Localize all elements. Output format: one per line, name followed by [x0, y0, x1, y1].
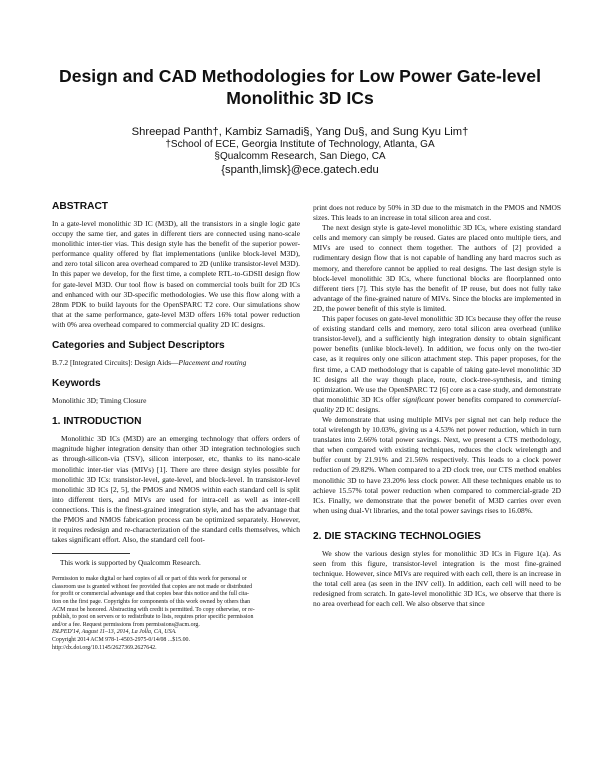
paper-title: [40, 65, 560, 109]
permission-line: publish, to post on servers or to redistribute to lists, requires prior specific permission: [52, 614, 254, 621]
categories-heading: Categories and Subject Descriptors: [52, 340, 225, 352]
categories-text-a: B.7.2 [Integrated Circuits]: Design Aids—: [52, 358, 179, 368]
paragraph: [313, 314, 561, 415]
paragraph: print does not reduce by 50% in 3D due to the mismatch in the PMOS and NMOS sizes. This leads to an increase in total silicon area and cost.: [313, 203, 561, 223]
left-column: [52, 200, 300, 652]
paragraph: The next design style is gate-level monolithic 3D ICs, where existing standard cells and memory can simply be reused. Gates are placed onto multiple tiers, and MIVs are used to connect them together. The authors of [2] provided a rudimentary design flow that is not capable of handling any hard macros such as memory, and therefore cannot be applied to real designs. The last design style is block-level monolithic 3D ICs, where functional blocks are floorplanned onto different tiers [7]. This style has the benefit of IP reuse, but does not fully take advantage of the fine-grained nature of MIVs. Since the blocks are implemented in 2D, the power benefit of this style is limited.: [313, 223, 561, 313]
author-email: {spanth,limsk}@ece.gatech.edu: [221, 164, 379, 176]
copyright-line: Copyright 2014 ACM 978-1-4503-2975-0/14/08 ...$15.00.: [52, 637, 190, 643]
emphasis: significant: [402, 394, 434, 404]
abstract-heading: ABSTRACT: [52, 201, 109, 212]
permission-line: tion on the first page. Copyrights for components of this work owned by others than: [52, 599, 251, 606]
section2-heading: 2. DIE STACKING TECHNOLOGIES: [313, 530, 481, 542]
doi-line: http://dx.doi.org/10.1145/2627369.2627642.: [52, 644, 157, 651]
categories-text: [52, 358, 300, 368]
permission-line: for profit or commercial advantage and that copies bear this notice and the full cita-: [52, 591, 249, 598]
conference-line: ISLPED'14, August 11–13, 2014, La Jolla, CA, USA.: [52, 629, 177, 636]
keywords-text: Monolithic 3D; Timing Closure: [52, 396, 147, 406]
permission-line: Permission to make digital or hard copies of all or part of this work for personal or: [52, 576, 247, 583]
abstract-text: In a gate-level monolithic 3D IC (M3D), all the transistors in a single logic gate occupy the same tier, and gates in different tiers are connected using nano-scale monolithic inter-tier vias. This design style has the benefit of the superior power-performance quality offered by flat implementations (unlike block-level M3D), and zero total silicon area overhead compared to 2D (unlike transistor-level M3D). In this paper we develop, for the first time, a complete RTL-to-GDSII design flow for gate-level M3D. Our tool flow is based on commercial tools built for 2D ICs and enhanced with our 3D-specific methodologies. We use this flow along with a 28nm PDK to build layouts for the OpenSPARC T2 core. Our simulations show that at the same performance, gate-level M3D offers 16% total power reduction with 0% area overhead compared to commercial quality 2D IC designs.: [52, 219, 300, 329]
affiliation-2: §Qualcomm Research, San Diego, CA: [214, 151, 386, 162]
paragraph-part: 2D IC designs.: [335, 404, 380, 414]
footnote: This work is supported by Qualcomm Research.: [60, 558, 201, 568]
permission-line: ACM must be honored. Abstracting with credit is permitted. To copy otherwise, or re-: [52, 606, 255, 613]
affiliation-1: †School of ECE, Georgia Institute of Technology, Atlanta, GA: [165, 139, 435, 150]
section2-text: We show the various design styles for monolithic 3D ICs in Figure 1(a). As seen from this figure, transistor-level integration is the most fine-grained technique. However, since MIVs are required with each cell, there is an increase in the total cell area (as seen in the INV cell). In addition, each cell will need to be redesigned from scratch. In gate-level monolithic 3D ICs, we observe that there is no area overhead for each cell. We also observe that since: [313, 548, 561, 609]
intro-heading: 1. INTRODUCTION: [52, 416, 142, 428]
right-column: [313, 203, 561, 609]
permission-block: [52, 576, 300, 652]
title-line-2: Monolithic 3D ICs: [226, 88, 374, 108]
author-names: Shreepad Panth†, Kambiz Samadi§, Yang Du§, and Sung Kyu Lim†: [131, 126, 469, 138]
paragraph-part: power benefits compared to: [436, 394, 522, 404]
paragraph: We demonstrate that using multiple MIVs per signal net can help reduce the total wirelength by 10.03%, giving us a 4.53% net power reduction, which in turn translates into 2.66% total power savings. Next, we present a CTS methodology, that when compared with existing techniques, reduces the clock wirelength and buffer count by 21.91% and 21.56% respectively. This leads to a clock power reduction of 29.82%. When compared to a 2D clock tree, our CTS method enables monolithic 3D to have 23.20% less clock power. All these techniques enable us to achieve 15.57% total power reduction when compared to commercial-grade 2D ICs. Finally, we demonstrate that the power benefit of M3D carries over even when using dual-Vt libraries, and the total power savings rises to 16.08%.: [313, 414, 561, 515]
emphasis: commercial-quality: [313, 394, 562, 414]
footnote-separator: [52, 553, 130, 554]
title-line-1: Design and CAD Methodologies for Low Power Gate-level: [59, 66, 541, 86]
author-block: [40, 125, 560, 177]
paragraph-part: This paper focuses on gate-level monolithic 3D ICs because they offer the reuse of existing standard cells and memory, zero total silicon area overhead (unlike transistor-level), and a sufficiently high integration density to obtain significant power benefits (unlike block-level). In addition, we focus only on the two-tier case, as it requires only one silicon attachment step. This paper proposes, for the first time, a CAD methodology that is capable of taking gate-level monolithic 3D IC designs all the way though place, route, clock-tree-synthesis, and timing optimization. We use the OpenSPARC T2 [6] core as a case study, and demonstrate that monolithic 3D ICs offer: [313, 314, 561, 404]
keywords-heading: Keywords: [52, 378, 101, 390]
intro-text: Monolithic 3D ICs (M3D) are an emerging technology that offers orders of magnitude higher integration density than other 3D integration technologies such as through-silicon-via (TSV), silicon interposer, etc, thanks to its nano-scale monolithic inter-tier vias (MIVs) [1]. There are three design styles possible for monolithic 3D ICs: transistor-level, gate-level, and block-level. In transistor-level monolithic 3D ICs [2, 5], the PMOS and NMOS within each standard cell is split into different tiers, and MIVs are used for intra-cell as well as inter-cell connections. This is the finest-grained integration style, and has the advantage that the PMOS and NMOS fabrication process can be optimized separately. However, it requires redesign and re-characterization of the standard cells themselves, which takes significant effort. Also, the standard cell foot-: [52, 434, 300, 545]
permission-line: and/or a fee. Request permissions from permissions@acm.org.: [52, 621, 200, 628]
permission-line: classroom use is granted without fee provided that copies are not made or distributed: [52, 583, 253, 590]
categories-text-b: Placement and routing: [178, 358, 247, 368]
